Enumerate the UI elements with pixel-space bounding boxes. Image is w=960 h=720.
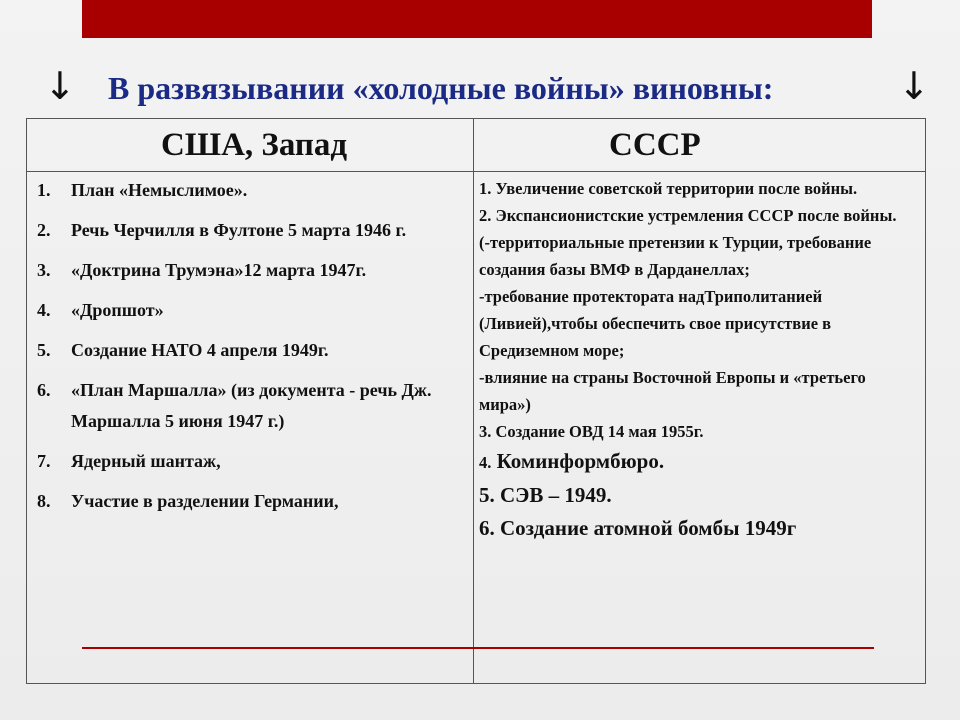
list-item: 5. СЭВ – 1949. [479,483,612,507]
header-usa-west: США, Запад [161,127,348,163]
column-divider [473,119,474,683]
list-item: 3. Создание ОВД 14 мая 1955г. [479,422,704,441]
usa-west-list [27,175,473,526]
list-item: -требование протектората надТриполитанией (Ливией),чтобы обеспечить свое присутствие в Средиземном море; [479,287,832,360]
list-item: 8. Участие в разделении Германии, [37,491,339,511]
top-accent-bar [82,0,872,38]
page-title: В развязывании «холодные войны» виновны: [108,70,774,106]
down-arrow-icon-right: ↓ [898,64,930,108]
list-item: 1. Увеличение советской территории после войны. [479,179,858,198]
header-divider [27,171,925,172]
list-item: -влияние на страны Восточной Европы и «третьего мира») [479,368,866,414]
comparison-table [26,118,926,684]
list-item: 2. Экспансионистские устремления СССР после войны. [479,206,897,225]
list-item: 5. Создание НАТО 4 апреля 1949г. [37,340,329,360]
header-ussr: СССР [609,127,701,163]
list-item: (-территориальные претензии к Турции, требование создания базы ВМФ в Дарданеллах; [479,233,872,279]
list-item: 4. «Дропшот» [37,300,164,320]
list-item: 7. Ядерный шантаж, [37,451,221,471]
title-row [0,58,960,118]
list-item: 6. Создание атомной бомбы 1949г [479,516,797,540]
list-item: 2. Речь Черчилля в Фултоне 5 марта 1946 г. [37,220,407,240]
list-item: 3. «Доктрина Трумэна»12 марта 1947г. [37,260,367,280]
ussr-list [479,175,919,545]
down-arrow-icon-left: ↓ [44,64,76,108]
list-item: 1. План «Немыслимое». [37,180,248,200]
red-underline [82,647,874,649]
list-item: 6. «План Маршалла» (из документа - речь Дж. Маршалла 5 июня 1947 г.) [37,380,432,431]
list-item: 4. Коминформбюро. [479,449,665,473]
